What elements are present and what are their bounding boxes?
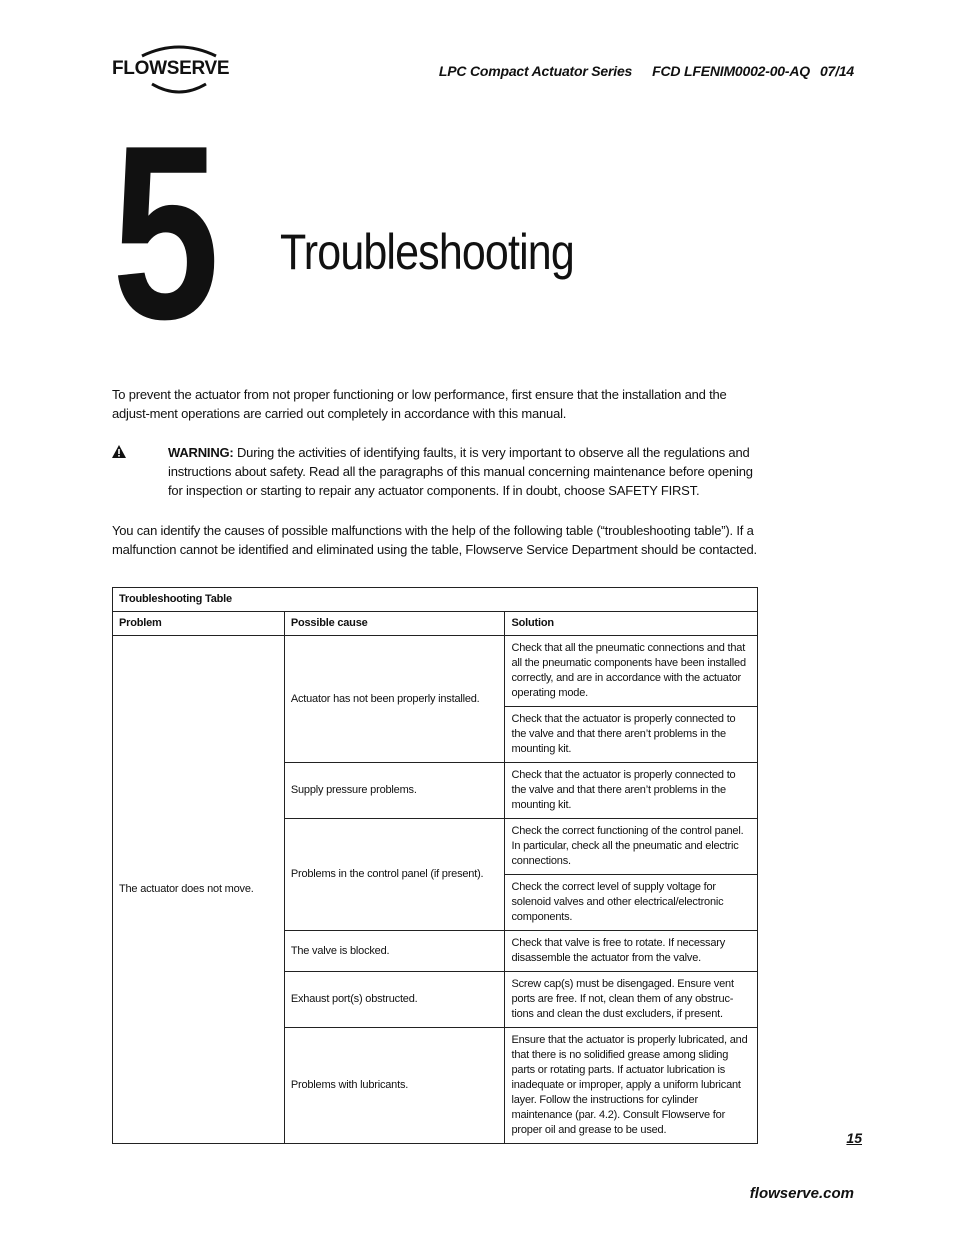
series-name: LPC Compact Actuator Series — [438, 63, 633, 79]
cause-cell: Actuator has not been properly installed. — [284, 636, 505, 763]
cause-cell: Problems with lubricants. — [284, 1028, 505, 1144]
cause-cell: Supply pressure problems. — [284, 763, 505, 819]
troubleshooting-table — [112, 587, 758, 1144]
warning-text — [168, 443, 762, 500]
cause-cell: Problems in the control panel (if present). — [284, 819, 505, 931]
solution-cell: Ensure that the actuator is properly lubricated, and that there is no solidified grease among sliding parts or rotating parts. If actuator lubrication is inadequate or improper, apply a uniform lubricant layer. Follow the instructions for cylinder maintenance (par. 4.2). Consult Flowserve for proper oil and grease to be used. — [505, 1028, 758, 1144]
solution-cell: Check that valve is free to rotate. If necessary disassemble the actuator from the valve. — [505, 931, 758, 972]
warning-label: WARNING: — [168, 445, 234, 460]
chapter-title: Troubleshooting — [280, 224, 574, 280]
solution-cell: Check that the actuator is properly connected to the valve and that there aren’t problems in the mounting kit. — [505, 707, 758, 763]
website: flowserve.com — [749, 1185, 854, 1202]
cause-cell: The valve is blocked. — [284, 931, 505, 972]
header-possible-cause: Possible cause — [284, 612, 505, 636]
running-header — [439, 63, 854, 79]
chapter-number: 5 — [112, 93, 215, 371]
solution-cell: Screw cap(s) must be disengaged. Ensure vent ports are free. If not, clean them of any obstruc-tions and clean the dust excluders, if present. — [505, 972, 758, 1028]
logo-text: FLOWSERVE — [112, 58, 230, 79]
flowserve-logo — [112, 44, 246, 94]
solution-cell: Check that the actuator is properly connected to the valve and that there aren’t problems in the mounting kit. — [505, 763, 758, 819]
document-code: FCD LFENIM0002-00-AQ — [652, 63, 810, 79]
table-caption: Troubleshooting Table — [113, 588, 758, 612]
solution-cell: Check the correct level of supply voltage for solenoid valves and other electrical/electronic components. — [505, 875, 758, 931]
header-solution: Solution — [505, 612, 758, 636]
table-body — [113, 636, 758, 1144]
solution-cell: Check the correct functioning of the control panel. In particular, check all the pneumatic and electric connections. — [505, 819, 758, 875]
intro-paragraph: To prevent the actuator from not proper functioning or low performance, first ensure that the installation and the adjust-ment operations are carried out completely in accordance with this manual. — [112, 387, 727, 421]
cause-cell: Exhaust port(s) obstructed. — [284, 972, 505, 1028]
header-problem: Problem — [113, 612, 285, 636]
identify-paragraph: You can identify the causes of possible malfunctions with the help of the following table (“troubleshooting table”). If a malfunction cannot be identified and eliminated using the table, Flowserve Service Department should be contacted. — [112, 523, 757, 557]
problem-cell: The actuator does not move. — [113, 636, 285, 1144]
table-row — [113, 636, 758, 707]
warning-body: During the activities of identifying faults, it is very important to observe all the regulations and instructions about safety. Read all the paragraphs of this manual concerning maintenance before opening for inspection or starting to repair any actuator components. If in doubt, choose SAFETY FIRST. — [168, 445, 753, 498]
solution-cell: Check that all the pneumatic connections and that all the pneumatic components have been installed correctly, and are in accordance with the actuator operating mode. — [505, 636, 758, 707]
warning-triangle-icon — [112, 445, 126, 458]
page-number: 15 — [846, 1130, 862, 1146]
document-date: 07/14 — [819, 63, 854, 79]
